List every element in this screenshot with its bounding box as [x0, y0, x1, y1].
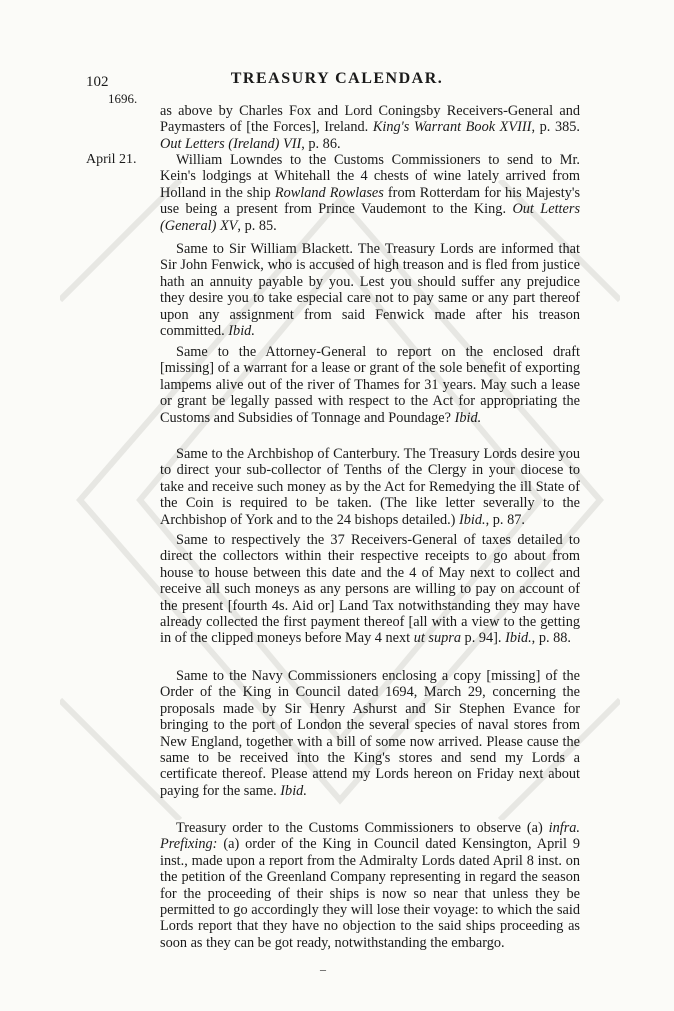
entry-5-text-a: Same to respectively the 37 Receivers-General of taxes detailed to direct the collectors within their respective receipts to go about from house to house between this date and the 4 of May next to collect and receive all such moneys as any persons are willing to pay on account of the present [fourth 4s. Aid or] Land Tax notwithstanding they may have already collected the first payment thereof [all with a view to the getting in of the clipped moneys before May 4 next: [160, 532, 580, 647]
entry-7: [160, 820, 580, 951]
entry-1-text-a: William Lowndes to the Customs Commissioners to send to Mr. Kein's lodgings at Whitehall the 4 chests of wine lately arrived from Holland in the ship: [160, 152, 580, 201]
entry-0: [160, 103, 580, 152]
entry-7-text-a: Treasury order to the Customs Commissioners to observe (a): [176, 820, 549, 836]
entry-0-text-a: as above by Charles Fox and Lord Coningsby Receivers-General and Paymasters of [the Forces], Ireland.: [160, 103, 580, 136]
entry-6-text-b: Ibid.: [280, 782, 307, 799]
entry-6: [160, 668, 580, 799]
entry-5-text-b: ut supra: [413, 630, 461, 647]
entry-3-text-b: Ibid.: [454, 409, 482, 426]
entry-3-text-a: Same to the Attorney-General to report on the enclosed draft [missing] of a warrant for a lease or grant of the sole benefit of exporting lampems alive out of the river of Thames for 31 years. May such a lease or grant be legally passed with respect to the Act for appropriating the Customs and Subsidies of Tonnage and Poundage?: [160, 344, 580, 426]
entry-2-text-b: Ibid.: [228, 323, 255, 340]
entry-1-text-c: from Rotterdam for his Majesty's use being a present from Prince Vaudemont to the King.: [160, 184, 581, 218]
entry-4-text-a: Same to the Archbishop of Canterbury. The Treasury Lords desire you to direct your sub-collector of Tenths of the Clergy in your diocese to take and receive such money as by the Act for Remedying the ill State of the Coin is required to be taken. (The like letter severally to the Archbishop of York and to the 24 bishops detailed.): [160, 446, 580, 528]
entry-1-text-d: Out Letters (General) XV: [160, 201, 581, 234]
entry-5-text-e: , p. 88.: [531, 630, 571, 647]
page-number: 102: [86, 74, 109, 90]
entry-2: [160, 241, 580, 339]
margin-date-april-21: April 21.: [86, 152, 137, 167]
entry-1-text-e: , p. 85.: [237, 217, 277, 234]
running-title: TREASURY CALENDAR.: [230, 70, 444, 87]
entry-7-text-e: (a) order of the King in Council dated Kensington, April 9 inst., made upon a report from the Admiralty Lords dated April 8 inst. on the petition of the Greenland Company representing in regard the season for the proceeding of their ships is now so near that unless they be permitted to go accordingly they will lose their voyage: to which the said Lords report that they have no objection to the said ships proceeding as soon as they can be got ready, notwithstanding the embargo.: [160, 836, 580, 951]
entry-0-text-d: Out Letters (Ireland) VII: [160, 135, 302, 152]
entry-0-text-c: , p. 385.: [531, 119, 580, 136]
entry-0-text-e: , p. 86.: [301, 135, 341, 152]
entry-0-text-b: King's Warrant Book XVIII: [372, 119, 532, 136]
margin-year: 1696.: [108, 91, 138, 106]
entry-4-text-b: Ibid.: [459, 511, 486, 528]
entry-5-text-c: p. 94].: [460, 630, 506, 647]
entry-2-text-a: Same to Sir William Blackett. The Treasury Lords are informed that Sir John Fenwick, who is accused of high treason and is fled from justice hath an annuity payable by you. Lest you should suffer any prejudice they desire you to take especial care not to pay same or any part thereof upon any assignment from said Fenwick made after his treason committed.: [160, 241, 580, 340]
entry-1-text-b: Rowland Rowlases: [274, 184, 384, 201]
entry-6-text-a: Same to the Navy Commissioners enclosing a copy [missing] of the Order of the King in Council dated 1694, March 29, concerning the proposals made by Sir Henry Ashurst and Sir Stephen Evance for bringing to the port of London the several species of naval stores from New England, together with a bill of some now arrived. Please cause the same to be received into the King's stores and send my Lords a certificate thereof. Please attend my Lords hereon on Friday next about paying for the same.: [160, 668, 580, 799]
entry-7-text-d: Prefixing:: [160, 836, 218, 853]
entry-5-text-d: Ibid.: [505, 630, 532, 647]
entry-4-text-c: , p. 87.: [485, 511, 525, 528]
entry-5: [160, 532, 580, 647]
entry-3: [160, 344, 580, 426]
footer-mark: –: [320, 962, 326, 976]
entry-1: [160, 152, 580, 234]
entry-7-text-b: infra.: [548, 820, 580, 836]
entry-4: [160, 446, 580, 528]
